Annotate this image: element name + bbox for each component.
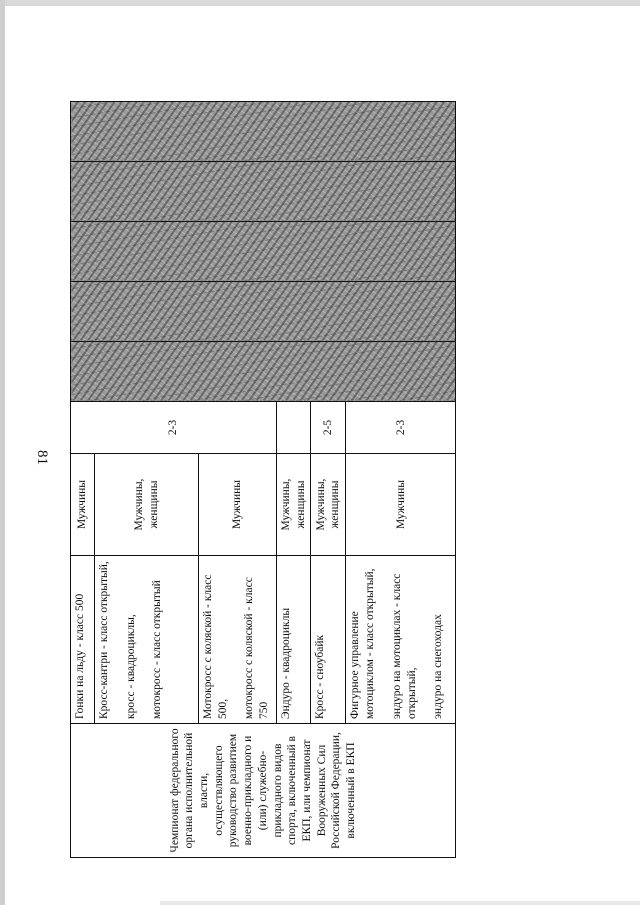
shaded-cell [71, 222, 456, 282]
discipline-line: Мотокросс с коляской - класс 500, [202, 574, 229, 719]
scan-edge-bottom [160, 901, 640, 905]
discipline-cell [71, 556, 95, 724]
discipline-cell [95, 556, 199, 724]
sex-cell: Мужчины [199, 454, 277, 556]
sex-cell: Мужчины, женщины [277, 454, 311, 556]
discipline-line: Гонки на льду - класс 500 [74, 593, 86, 719]
age-cell: 2-5 [311, 402, 346, 454]
sex-cell: Мужчины [71, 454, 95, 556]
sex-cell: Мужчины, женщины [95, 454, 199, 556]
shaded-cell [71, 342, 456, 402]
discipline-line: кросс - квадроциклы, [124, 614, 137, 719]
discipline-line: эндуро на снегоходах [432, 614, 445, 719]
discipline-line: Кросс-кантри - класс открытый, [98, 561, 110, 719]
discipline-cell [199, 556, 277, 724]
page-number: 81 [34, 450, 50, 465]
scan-edge-left [0, 0, 5, 905]
shaded-cell [71, 102, 456, 162]
discipline-line: Кросс - сноубайк [314, 634, 327, 719]
discipline-line: эндуро на мотоциклах - класс открытый, [390, 573, 418, 719]
age-cell: 2-3 [71, 402, 277, 454]
discipline-line: мотокросс - класс открытый [151, 580, 164, 719]
age-cell: 2-3 [346, 402, 456, 454]
shaded-cell [71, 282, 456, 342]
title-cell: Чемпионат федерального органа исполнительной власти, осуществляющего руководство развитием военно-прикладного и (или) служебно-прикладного видов спорта, включенный в ЕКП, или чемпионат Вооруженных Сил Российской Федерации, включенный в ЕКП [71, 724, 456, 858]
discipline-cell [346, 556, 456, 724]
competition-table [70, 101, 456, 858]
age-cell [277, 402, 311, 454]
table-row [71, 102, 95, 858]
discipline-cell [311, 556, 346, 724]
scan-edge-top [0, 0, 640, 6]
shaded-cell [71, 162, 456, 222]
discipline-line: мотокросс с коляской - класс 750 [243, 577, 271, 719]
discipline-line: Фигурное управление мотоциклом - класс открытый, [349, 568, 377, 719]
rotated-table-container [70, 102, 448, 858]
discipline-line: Эндуро - квадроциклы [280, 607, 292, 719]
discipline-cell [277, 556, 311, 724]
sex-cell: Мужчины [346, 454, 456, 556]
sex-cell: Мужчины, женщины [311, 454, 346, 556]
